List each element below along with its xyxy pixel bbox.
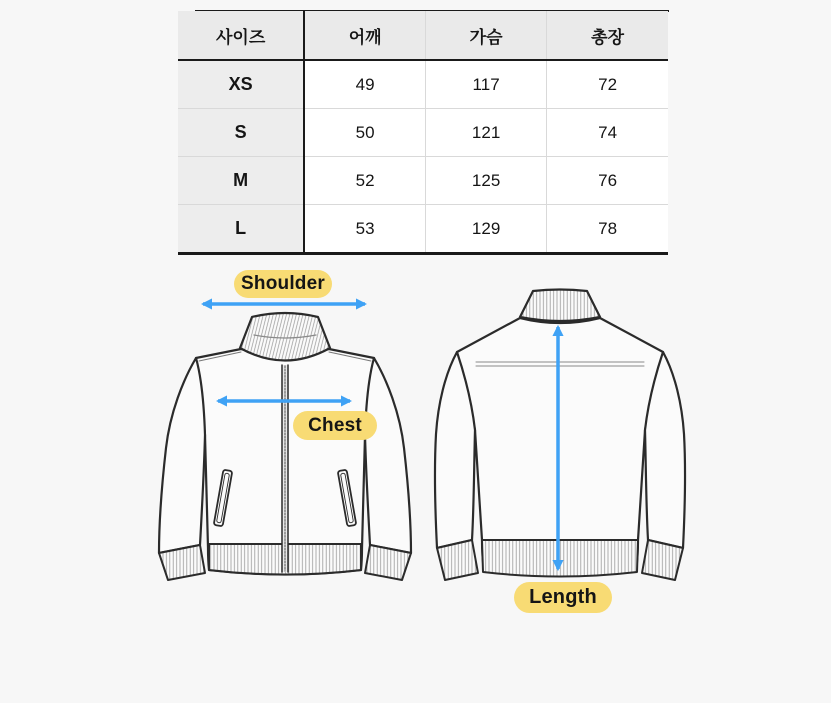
table-header-row <box>178 11 668 60</box>
size-table <box>178 11 668 255</box>
cell-size: S <box>178 109 304 157</box>
cell-size: M <box>178 157 304 205</box>
cell-shoulder: 49 <box>304 60 425 109</box>
cell-chest: 117 <box>425 60 546 109</box>
back-collar-rib <box>520 290 600 322</box>
table-row <box>178 157 668 205</box>
cell-shoulder: 50 <box>304 109 425 157</box>
cell-shoulder: 53 <box>304 205 425 254</box>
back-hem-rib <box>482 540 638 577</box>
back-body <box>457 318 663 576</box>
cell-length: 76 <box>547 157 668 205</box>
cell-chest: 121 <box>425 109 546 157</box>
column-header-length: 총장 <box>547 11 668 60</box>
cell-chest: 125 <box>425 157 546 205</box>
cell-chest: 129 <box>425 205 546 254</box>
column-header-shoulder: 어깨 <box>304 11 425 60</box>
cell-shoulder: 52 <box>304 157 425 205</box>
cell-size: L <box>178 205 304 254</box>
chest-label-pill: Chest <box>293 411 377 440</box>
cell-length: 74 <box>547 109 668 157</box>
front-right-sleeve <box>365 358 411 553</box>
back-right-cuff-rib <box>642 540 683 580</box>
column-header-chest: 가슴 <box>425 11 546 60</box>
jacket-front-illustration <box>155 308 415 588</box>
cell-length: 78 <box>547 205 668 254</box>
front-collar-rib <box>240 313 330 361</box>
length-label-pill: Length <box>514 582 612 613</box>
table-row <box>178 109 668 157</box>
jacket-back-illustration <box>430 288 695 588</box>
table-row <box>178 205 668 254</box>
column-header-size: 사이즈 <box>178 11 304 60</box>
front-left-sleeve <box>159 358 205 553</box>
shoulder-label-pill: Shoulder <box>234 270 332 298</box>
cell-length: 72 <box>547 60 668 109</box>
cell-size: XS <box>178 60 304 109</box>
table-row <box>178 60 668 109</box>
back-left-cuff-rib <box>437 540 478 580</box>
